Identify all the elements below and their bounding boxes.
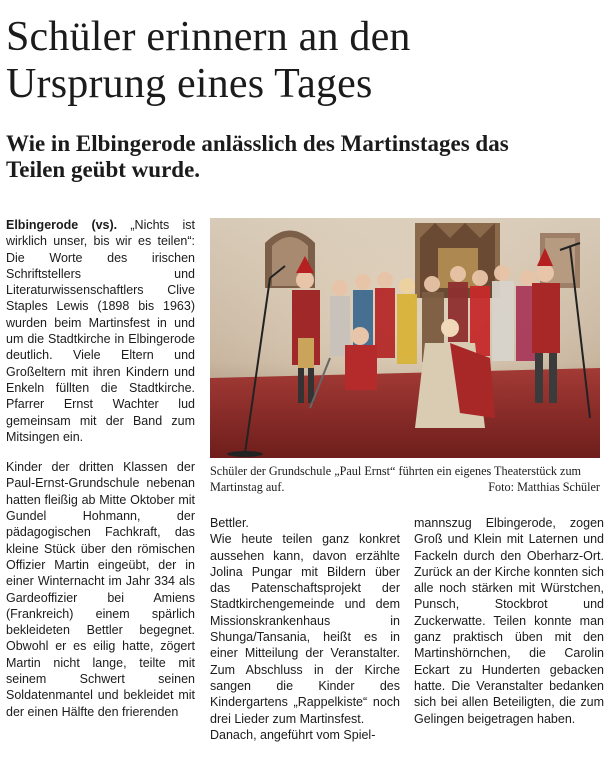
paragraph-2: Kinder der dritten Klassen der Paul-Ernst-Grundschule nebenan hatten fleißig ab Mitte Oktober mit Gundel Hohmann, der pädagogischen Fachkraft, das kleine Stück über den römischen Offizier Martin eingeübt, der in einer Winternacht im Jahr 334 als Gardeoffizier bei Amiens (Frankreich) einem spärlich bekleideten Bettler begegnet. Obwohl er es eilig hatte, zögert Martin nicht lange, teilte mit seinem Schwert seinen Soldatenmantel und bekleidet mit der einen Hälfte den frierenden (6, 460, 195, 719)
caption-text: Schüler der Grundschule „Paul Ernst“ führten ein eigenes Theaterstück zum Martinstag auf. (210, 464, 582, 494)
article-photo (210, 218, 600, 458)
article-column-1 (6, 217, 195, 720)
headline (6, 14, 606, 108)
subheadline-line-2: Teilen geübt wurde. (6, 157, 201, 182)
headline-line-1: Schüler erinnern an den (6, 14, 411, 60)
col2-paragraph-3: Danach, angeführt vom Spiel- (210, 727, 376, 742)
paragraph-intro (6, 217, 195, 445)
article-column-3 (414, 515, 604, 727)
subheadline (6, 131, 606, 183)
headline-line-2: Ursprung eines Tages (6, 61, 373, 107)
dateline: Elbingerode (vs). (6, 218, 118, 232)
subheadline-line-1: Wie in Elbingerode anlässlich des Martinstages das (6, 131, 509, 156)
photo-caption (210, 464, 600, 495)
col2-paragraph-2: Wie heute teilen ganz konkret aussehen kann, davon erzählte Jolina Pungar mit Bildern über das Patenschaftsprojekt der Stadtkirchengemeinde und dem Missionskrankenhaus in Shunga/Tansania, heißt es in einer Mitteilung der Veranstalter. Zum Abschluss in der Kirche sangen die Kinder des Kindergartens „Rappelkiste“ noch drei Lieder zum Martinsfest. (210, 532, 400, 726)
article-column-2 (210, 515, 400, 743)
photo-credit: Foto: Matthias Schüler (488, 479, 600, 494)
col2-paragraph-1: Bettler. (210, 516, 249, 530)
paragraph-1-text: „Nichts ist wirklich unser, bis wir es teilen“: Die Worte des irischen Schriftstellers und Literaturwissenschaftlers Clive Staples Lewis (1898 bis 1963) wurden beim Martinsfest in und um die Stadtkirche in Elbingerode deutlich. Viele Eltern und Großeltern mit ihren Kindern und Enkeln füllten die Stadtkirche. Pfarrer Ernst Wachter lud gemeinsam mit der Band zum Mitsingen ein. (6, 218, 195, 444)
col3-paragraph-1: mannszug Elbingerode, zogen Groß und Klein mit Laternen und Fackeln durch den Oberharz-Ort. Zurück an der Kirche konnten sich alle noch stärken mit Würstchen, Punsch, Stockbrot und Zuckerwatte. Teilen konnte man ganz praktisch üben mit den Martinshörnchen, die Carolin Eckart zu Hunderten gebacken hatte. Die Veranstalter bedanken sich bei allen Beteiligten, die zum Gelingen beigetragen haben. (414, 516, 604, 726)
